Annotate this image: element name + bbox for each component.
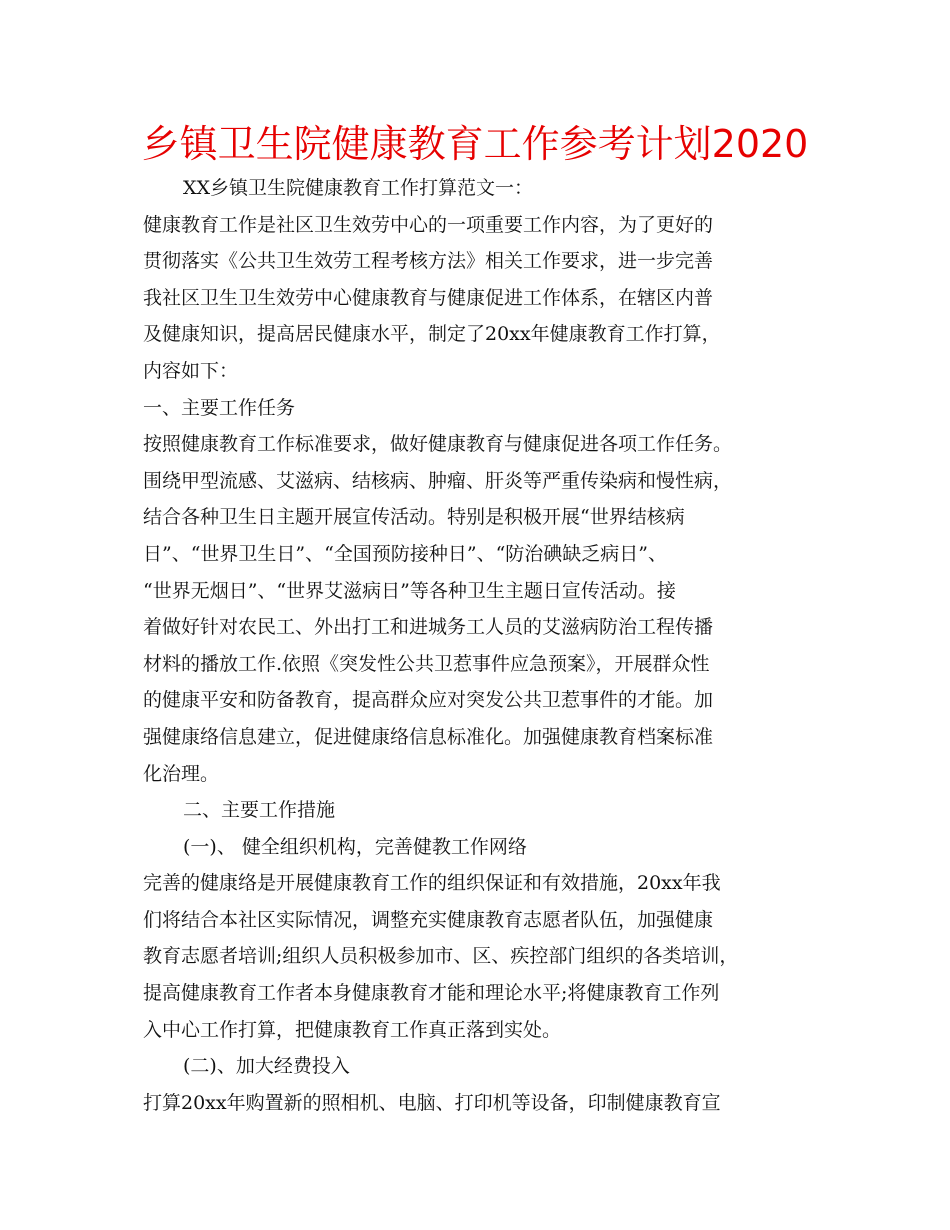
text-line: 强健康络信息建立，促进健康络信息标准化。加强健康教育档案标准 bbox=[143, 725, 714, 748]
text-line: 围绕甲型流感、艾滋病、结核病、肿瘤、肝炎等严重传染病和慢性病， bbox=[143, 469, 733, 492]
text-line: 们将结合本社区实际情况，调整充实健康教育志愿者队伍，加强健康 bbox=[143, 908, 714, 931]
text-line: 二、主要工作措施 bbox=[183, 799, 336, 822]
text-line: 结合各种卫生日主题开展宣传活动。特别是积极开展“世界结核病 bbox=[143, 506, 685, 529]
text-line: “世界无烟日”、“世界艾滋病日”等各种卫生主题日宣传活动。接 bbox=[143, 579, 676, 602]
text-line: 打算20xx年购置新的照相机、电脑、打印机等设备，印制健康教育宣 bbox=[143, 1091, 721, 1114]
text-line: 入中心工作打算，把健康教育工作真正落到实处。 bbox=[143, 1018, 562, 1041]
text-line: 一、主要工作任务 bbox=[143, 396, 296, 419]
text-line: 健康教育工作是社区卫生效劳中心的一项重要工作内容，为了更好的 bbox=[143, 213, 714, 236]
text-line: 我社区卫生卫生效劳中心健康教育与健康促进工作体系，在辖区内普 bbox=[143, 286, 714, 309]
text-line: 贯彻落实《公共卫生效劳工程考核方法》相关工作要求，进一步完善 bbox=[143, 250, 714, 273]
text-line: (二)、加大经费投入 bbox=[183, 1055, 350, 1078]
text-line: 提高健康教育工作者本身健康教育才能和理论水平;将健康教育工作列 bbox=[143, 982, 720, 1005]
text-line: 日”、“世界卫生日”、“全国预防接种日”、“防治碘缺乏病日”、 bbox=[143, 542, 667, 565]
text-line: 材料的播放工作.依照《突发性公共卫惹事件应急预案》，开展群众性 bbox=[143, 652, 710, 675]
text-line: 化治理。 bbox=[143, 762, 220, 785]
document-title: 乡镇卫生院健康教育工作参考计划2020 bbox=[141, 122, 809, 166]
text-line: 内容如下： bbox=[143, 359, 239, 382]
text-line: (一)、 健全组织机构，完善健教工作网络 bbox=[183, 835, 527, 858]
text-line: 按照健康教育工作标准要求，做好健康教育与健康促进各项工作任务。 bbox=[143, 433, 733, 456]
text-line: 的健康平安和防备教育，提高群众应对突发公共卫惹事件的才能。加 bbox=[143, 689, 714, 712]
text-line: 及健康知识，提高居民健康水平，制定了20xx年健康教育工作打算， bbox=[143, 323, 721, 346]
text-line: 教育志愿者培训;组织人员积极参加市、区、疾控部门组织的各类培训， bbox=[143, 945, 739, 968]
text-line: 完善的健康络是开展健康教育工作的组织保证和有效措施，20xx年我 bbox=[143, 872, 721, 895]
document-body bbox=[143, 170, 843, 1121]
text-line: XX乡镇卫生院健康教育工作打算范文一： bbox=[183, 177, 534, 199]
text-line: 着做好针对农民工、外出打工和进城务工人员的艾滋病防治工程传播 bbox=[143, 616, 714, 639]
